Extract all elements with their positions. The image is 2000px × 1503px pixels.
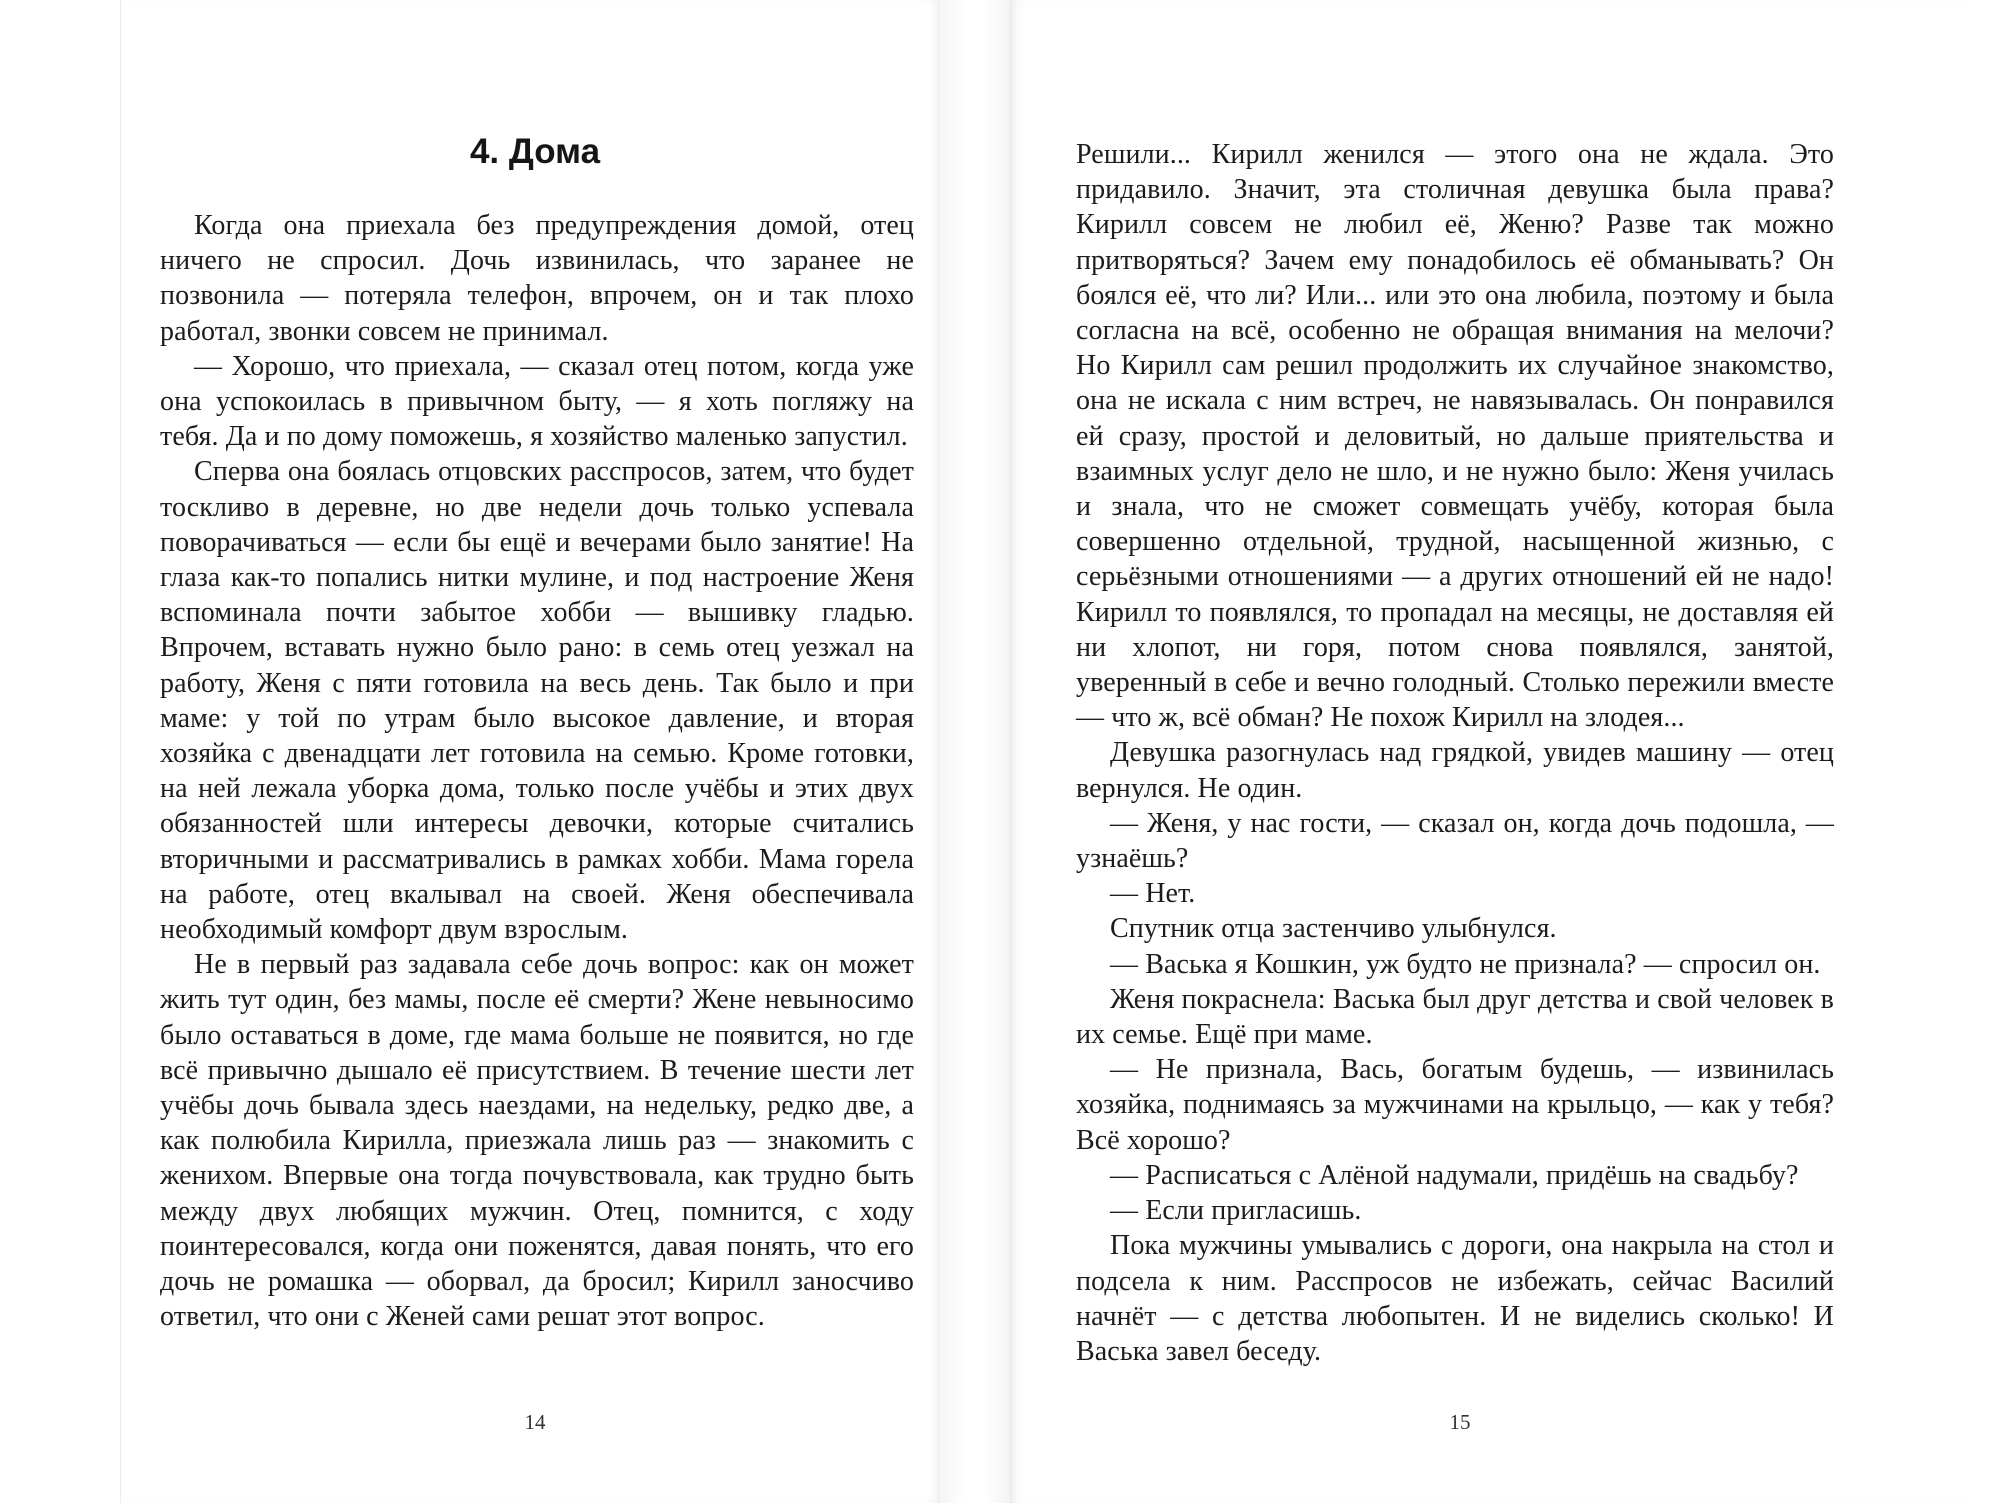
paragraph: — Не признала, Вась, богатым будешь, — извинилась хозяйка, поднимаясь за мужчинами на крыльцо, — как у тебя? Всё хорошо? [1076, 1054, 1834, 1156]
paragraph: — Женя, у нас гости, — сказал он, когда дочь подошла, — узнаёшь? [1076, 807, 1834, 875]
paragraph: Когда она приехала без предупреждения домой, отец ничего не спросил. Дочь извинилась, что заранее не позвонила — потеряла телефон, впрочем, он и так плохо работал, звонки совсем не принимал. [160, 210, 914, 347]
paragraph: — Расписаться с Алёной надумали, придёшь на свадьбу? [1110, 1159, 1799, 1191]
paragraph: Женя покраснела: Васька был друг детства и свой человек в их семье. Ещё при маме. [1076, 983, 1834, 1051]
paragraph: — Нет. [1110, 878, 1196, 910]
paragraph: Девушка разогнулась над грядкой, увидев машину — отец вернулся. Не один. [1076, 737, 1834, 804]
chapter-title: 4. Дома [469, 132, 601, 171]
page-number-right: 15 [1449, 1410, 1471, 1434]
paragraph: Спутник отца застенчиво улыбнулся. [1110, 913, 1557, 945]
book-gutter [940, 0, 1010, 1503]
paragraph: — Хорошо, что приехала, — сказал отец потом, когда уже она успокоилась в привычном быту, — я хоть погляжу на тебя. Да и по дому поможешь, я хозяйство маленько запустил. [160, 350, 914, 453]
paragraph: Пока мужчины умывались с дороги, она накрыла на стол и подсела к ним. Расспросов не избежать, сейчас Василий начнёт — с детства любопытен. И не виделись сколько! И Васька завел беседу. [1076, 1230, 1834, 1367]
page-number-left: 14 [524, 1410, 546, 1434]
paragraph: — Васька я Кошкин, уж будто не признала? — спросил он. [1110, 948, 1821, 980]
left-page-text [160, 208, 914, 1335]
paragraph: — Если пригласишь. [1110, 1195, 1362, 1227]
paragraph: Решили... Кирилл женился — этого она не ждала. Это придавило. Значит, эта столичная девушка была права? Кирилл совсем не любил её, Женю? Разве так можно притворяться? Зачем ему понадобилось её обманывать? Он боялся её, что ли? Или... или это она любила, поэтому и была согласна на всё, особенно не обращая внимания на мелочи? Но Кирилл сам решил продолжить их случайное знакомство, она не искала с ним встреч, не навязывалась. Он понравился ей сразу, простой и деловитый, но дальше приятельства и взаимных услуг дело не шло, и не нужно было: Женя училась и знала, что не сможет совмещать учёбу, которая была совершенно отдельной, трудной, насыщенной жизнью, с серьёзными отношениями — а других отношений ей не надо! Кирилл то появлялся, то пропадал на месяцы, не доставляя ей ни хлопот, ни горя, потом снова появлялся, занятой, уверенный в себе и вечно голодный. Столько пережили вместе — что ж, всё обман? Не похож Кирилл на злодея... [1076, 139, 1834, 734]
paragraph: Не в первый раз задавала себе дочь вопрос: как он может жить тут один, без мамы, после её смерти? Жене невыносимо было оставаться в доме, где мама больше не появится, но где всё привычно дышало её присутствием. В течение шести лет учёбы дочь бывала здесь наездами, на недельку, редко две, а как полюбила Кирилла, приезжала лишь раз — знакомить с женихом. Впервые она тогда почувствовала, как трудно быть между двух любящих мужчин. Отец, помнится, с ходу поинтересовался, когда они поженятся, давая понять, что его дочь не ромашка — оборвал, да бросил; Кирилл заносчиво ответил, что они с Женей сами решат этот вопрос. [160, 949, 914, 1333]
right-page-text [1076, 137, 1834, 1369]
paragraph: Сперва она боялась отцовских расспросов, затем, что будет тоскливо в деревне, но две недели дочь только успевала поворачиваться — если бы ещё и вечерами было занятие! На глаза как-то попались нитки мулине, и под настроение Женя вспоминала почти забытое хобби — вышивку гладью. Впрочем, вставать нужно было рано: в семь отец уезжал на работу, Женя с пяти готовила на весь день. Так было и при маме: у той по утрам было высокое давление, и вторая хозяйка с двенадцати лет готовила на семью. Кроме готовки, на ней лежала уборка дома, только после учёбы и этих двух обязанностей шли интересы девочки, которые считались вторичными и рассматривались в рамках хобби. Мама горела на работе, отец вкалывал на своей. Женя обеспечивала необходимый комфорт двум взрослым. [160, 456, 914, 946]
